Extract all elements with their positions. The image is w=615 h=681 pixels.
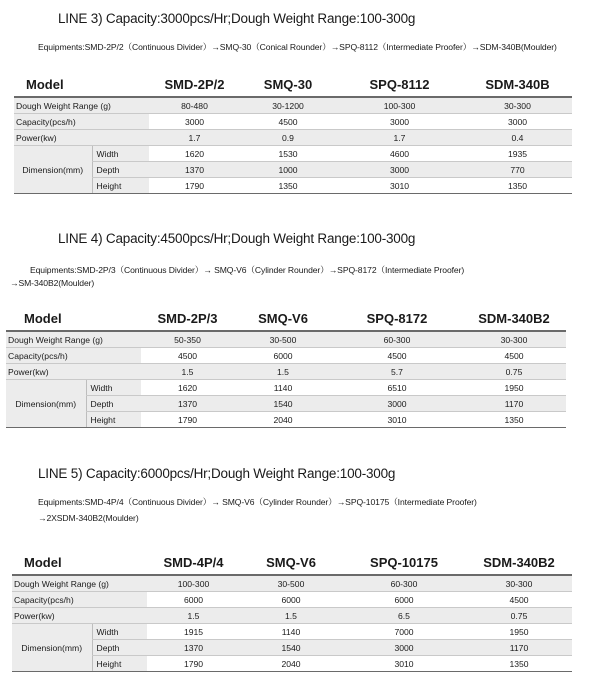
table-cell: 1620 (149, 146, 240, 162)
model-name: SMD-2P/3 (141, 306, 234, 331)
equipment-chain: Equipments:SMD-4P/4（Continuous Divider）→ SMQ-V6（Cylinder Rounder）→SPQ-10175（Intermediate Proofer) (38, 497, 477, 507)
model-name: SMQ-30 (240, 72, 336, 97)
table-row (12, 656, 572, 672)
line-title: LINE 3) Capacity:3000pcs/Hr;Dough Weight Range:100-300g (58, 11, 416, 26)
table-row (6, 348, 566, 364)
table-cell: 3000 (336, 114, 463, 130)
table-row (14, 97, 572, 114)
table-cell: 60-300 (342, 575, 466, 592)
table-row (14, 130, 572, 146)
table-cell: 1950 (466, 624, 572, 640)
table-cell: 1.5 (141, 364, 234, 380)
line-title: LINE 5) Capacity:6000pcs/Hr;Dough Weight Range:100-300g (38, 466, 396, 481)
table-cell: 0.75 (466, 608, 572, 624)
table-cell: 1935 (463, 146, 572, 162)
table-cell: 0.9 (240, 130, 336, 146)
table-cell: 6.5 (342, 608, 466, 624)
table-cell: 0.75 (462, 364, 566, 380)
table-cell: 3010 (336, 178, 463, 194)
table-cell: 2040 (240, 656, 342, 672)
table-cell: 1.7 (336, 130, 463, 146)
table-cell: 3000 (463, 114, 572, 130)
table-cell: 50-350 (141, 331, 234, 348)
table-cell: 1350 (463, 178, 572, 194)
table-cell: 1790 (141, 412, 234, 428)
table-cell: 1170 (462, 396, 566, 412)
table-cell: 1170 (466, 640, 572, 656)
table-cell: 4500 (466, 592, 572, 608)
model-header: Model (14, 72, 149, 97)
line-title: LINE 4) Capacity:4500pcs/Hr;Dough Weight Range:100-300g (58, 231, 416, 246)
table-cell: 7000 (342, 624, 466, 640)
table-header-row (14, 72, 572, 97)
table-cell: 100-300 (147, 575, 240, 592)
table-cell: 1790 (147, 656, 240, 672)
model-header: Model (6, 306, 141, 331)
table-cell: 30-300 (463, 97, 572, 114)
table-cell: 770 (463, 162, 572, 178)
table-row (6, 412, 566, 428)
table-cell: 60-300 (332, 331, 462, 348)
table-cell: 4600 (336, 146, 463, 162)
table-cell: 30-500 (240, 575, 342, 592)
table-cell: 1140 (240, 624, 342, 640)
table-cell: 0.4 (463, 130, 572, 146)
table-cell: 1350 (462, 412, 566, 428)
table-row (12, 624, 572, 640)
table-cell: 1370 (141, 396, 234, 412)
table-cell: 6000 (234, 348, 332, 364)
table-row (6, 396, 566, 412)
table-cell: 100-300 (336, 97, 463, 114)
spec-table (12, 550, 572, 672)
row-label: Power(kw) (14, 130, 149, 146)
dimension-sub-label: Height (86, 412, 141, 428)
row-label: Dough Weight Range (g) (12, 575, 147, 592)
table-row (14, 114, 572, 130)
model-name: SMD-2P/2 (149, 72, 240, 97)
table-row (6, 380, 566, 396)
row-label: Capacity(pcs/h) (14, 114, 149, 130)
equipment-chain: Equipments:SMD-2P/2（Continuous Divider）→SMQ-30（Conical Rounder）→SPQ-8112（Intermediate Proofer）→SDM-340B(Moulder) (38, 42, 557, 52)
model-header: Model (12, 550, 147, 575)
table-cell: 6000 (240, 592, 342, 608)
row-label: Power(kw) (12, 608, 147, 624)
table-cell: 5.7 (332, 364, 462, 380)
spec-table (6, 306, 566, 428)
row-label: Dough Weight Range (g) (6, 331, 141, 348)
table-cell: 4500 (240, 114, 336, 130)
model-name: SPQ-10175 (342, 550, 466, 575)
table-cell: 1915 (147, 624, 240, 640)
table-cell: 1540 (240, 640, 342, 656)
table-cell: 3000 (342, 640, 466, 656)
table-cell: 3000 (336, 162, 463, 178)
table-cell: 1530 (240, 146, 336, 162)
table-cell: 6510 (332, 380, 462, 396)
table-header-row (6, 306, 566, 331)
table-row (12, 608, 572, 624)
table-cell: 1.5 (240, 608, 342, 624)
table-cell: 1950 (462, 380, 566, 396)
dimension-sub-label: Depth (86, 396, 141, 412)
table-cell: 3010 (332, 412, 462, 428)
model-name: SDM-340B (463, 72, 572, 97)
table-header-row (12, 550, 572, 575)
table-cell: 30-300 (462, 331, 566, 348)
table-cell: 30-300 (466, 575, 572, 592)
table-cell: 1.7 (149, 130, 240, 146)
dimension-sub-label: Height (92, 656, 147, 672)
row-label: Power(kw) (6, 364, 141, 380)
table-row (14, 146, 572, 162)
row-label: Capacity(pcs/h) (6, 348, 141, 364)
spec-table (14, 72, 572, 194)
row-label: Capacity(pcs/h) (12, 592, 147, 608)
table-cell: 4500 (332, 348, 462, 364)
table-row (14, 162, 572, 178)
table-cell: 80-480 (149, 97, 240, 114)
table-row (14, 178, 572, 194)
model-name: SDM-340B2 (466, 550, 572, 575)
dimension-sub-label: Width (92, 146, 149, 162)
table-row (6, 331, 566, 348)
dimension-label: Dimension(mm) (6, 380, 86, 428)
model-name: SPQ-8172 (332, 306, 462, 331)
table-cell: 1790 (149, 178, 240, 194)
model-name: SMQ-V6 (240, 550, 342, 575)
table-cell: 4500 (462, 348, 566, 364)
table-cell: 1.5 (147, 608, 240, 624)
table-row (12, 575, 572, 592)
table-cell: 2040 (234, 412, 332, 428)
model-name: SMD-4P/4 (147, 550, 240, 575)
dimension-sub-label: Depth (92, 640, 147, 656)
table-cell: 6000 (342, 592, 466, 608)
model-name: SDM-340B2 (462, 306, 566, 331)
equipment-chain-continued: →SM-340B2(Moulder) (10, 278, 95, 288)
table-cell: 1350 (466, 656, 572, 672)
table-row (12, 640, 572, 656)
table-cell: 1370 (149, 162, 240, 178)
table-cell: 3010 (342, 656, 466, 672)
dimension-label: Dimension(mm) (14, 146, 92, 194)
table-cell: 1350 (240, 178, 336, 194)
table-cell: 1140 (234, 380, 332, 396)
dimension-sub-label: Height (92, 178, 149, 194)
table-cell: 30-1200 (240, 97, 336, 114)
equipment-chain: Equipments:SMD-2P/3（Continuous Divider）→ SMQ-V6（Cylinder Rounder）→SPQ-8172（Intermediate Proofer) (30, 265, 465, 275)
table-cell: 1620 (141, 380, 234, 396)
table-cell: 1.5 (234, 364, 332, 380)
dimension-sub-label: Width (92, 624, 147, 640)
dimension-sub-label: Width (86, 380, 141, 396)
table-cell: 1370 (147, 640, 240, 656)
table-cell: 3000 (149, 114, 240, 130)
table-cell: 6000 (147, 592, 240, 608)
table-row (12, 592, 572, 608)
table-cell: 30-500 (234, 331, 332, 348)
model-name: SPQ-8112 (336, 72, 463, 97)
table-row (6, 364, 566, 380)
equipment-chain-continued: →2XSDM-340B2(Moulder) (38, 513, 139, 523)
dimension-sub-label: Depth (92, 162, 149, 178)
table-cell: 4500 (141, 348, 234, 364)
dimension-label: Dimension(mm) (12, 624, 92, 672)
table-cell: 1540 (234, 396, 332, 412)
table-cell: 1000 (240, 162, 336, 178)
row-label: Dough Weight Range (g) (14, 97, 149, 114)
table-cell: 3000 (332, 396, 462, 412)
model-name: SMQ-V6 (234, 306, 332, 331)
